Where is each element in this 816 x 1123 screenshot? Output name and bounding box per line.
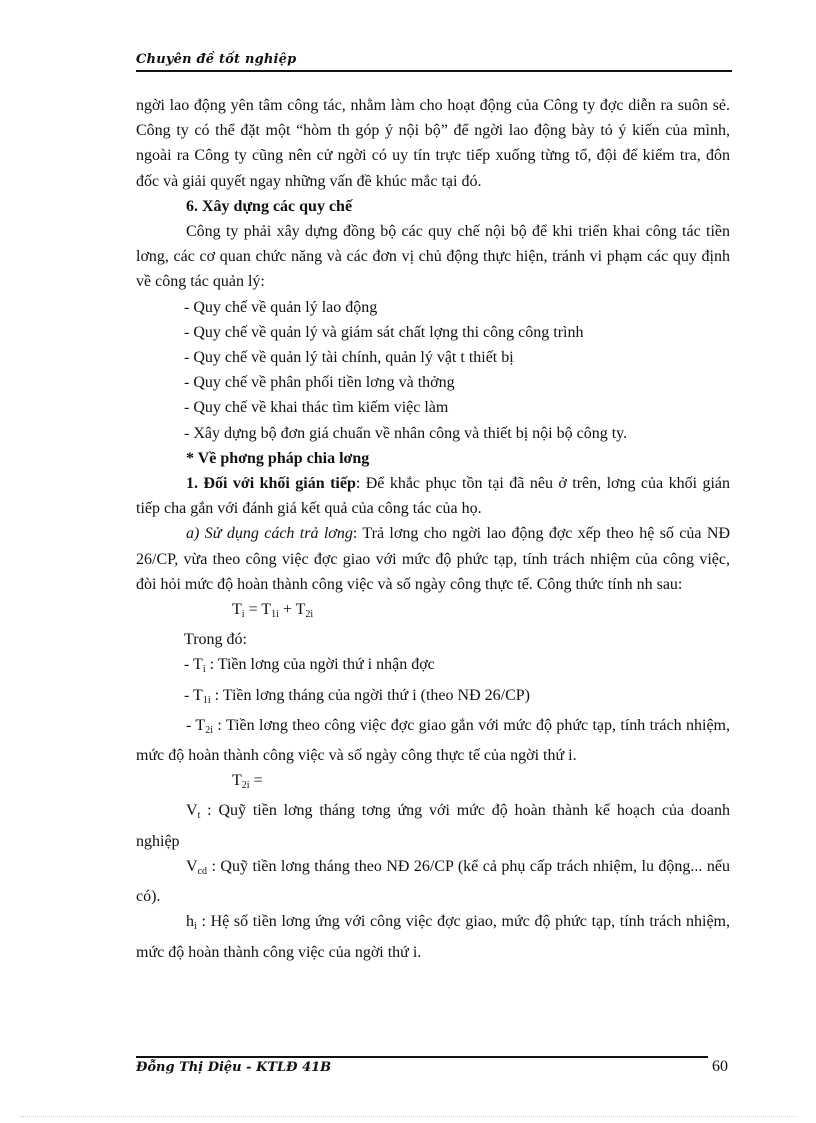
definition-text: : Hệ số tiền lơng ứng với công việc đợc giao, mức độ phức tạp, tính trách nhiệm, mức độ hoàn thành công việc của ngời thứ i.: [136, 913, 730, 961]
list-item: - Xây dựng bộ đơn giá chuẩn về nhân công và thiết bị nội bộ công ty.: [184, 424, 628, 442]
list-item: - Quy chế về phân phối tiền lơng và thởng: [184, 374, 455, 392]
formula-symbol: = T: [244, 601, 272, 619]
formula-subscript: i: [202, 664, 206, 676]
definition-text: : Quỹ tiền lơng tháng tơng ứng với mức độ hoàn thành kế hoạch của doanh nghiệp: [136, 802, 730, 850]
formula-symbol: T: [232, 601, 242, 619]
paragraph: [136, 471, 730, 521]
page-bottom-divider: [20, 1116, 796, 1117]
list-item: - Quy chế về quản lý lao động: [184, 298, 378, 316]
definition-text: : Tiền lơng tháng của ngời thứ i (theo NĐ 26/CP): [210, 686, 530, 704]
footer-author: Đỗng Thị Diệu - KTLĐ 41B: [136, 1060, 332, 1075]
definition-item: [136, 683, 730, 713]
paragraph: ngời lao động yên tâm công tác, nhằm làm cho hoạt động của Công ty đợc diễn ra suôn sẻ. Công ty có thể đặt một “hòm th góp ý nội bộ” để ngời lao động bày tỏ ý kiến của mình, ngoài ra Công ty cũng nên cử ngời có uy tín trực tiếp xuống từng tổ, đội để kiểm tra, đôn đốc và giải quyết ngay những vấn đề khúc mắc tại đó.: [136, 97, 730, 190]
paragraph-text: : Trả lơng cho ngời lao động đợc xếp theo hệ số của NĐ 26/CP, vừa theo công việc đợc giao với mức độ phức tạp, tính trách nhiệm của công việc, đòi hỏi mức độ hoàn thành công việc và số ngày công thực tế. Công thức tính nh sau:: [136, 525, 731, 593]
body-text: [136, 93, 730, 965]
formula-subscript: 2i: [305, 609, 314, 621]
formula-symbol: V: [186, 857, 198, 875]
list-item: - Quy chế về khai thác tìm kiếm việc làm: [184, 399, 449, 417]
definition-item: [136, 854, 730, 909]
paragraph-text: : Để khắc phục tồn tại đã nêu ở trên, lơng của khối gián tiếp cha gắn với đánh giá kết quả của công tác của họ.: [136, 475, 730, 518]
formula: [136, 768, 730, 798]
definition-item: [136, 713, 730, 768]
formula-subscript: t: [197, 810, 201, 822]
list-item: - Quy chế về quản lý tài chính, quản lý vật t thiết bị: [184, 349, 514, 367]
page-number: 60: [712, 1058, 728, 1075]
definition-item: [136, 652, 730, 682]
formula-subscript: i: [194, 921, 197, 933]
formula-subscript: 1i: [202, 694, 211, 706]
formula-symbol: - T: [184, 686, 203, 704]
definition-item: [136, 909, 730, 964]
definition-item: [136, 798, 730, 853]
subsection-heading: 1. Đối với khối gián tiếp: [186, 475, 356, 493]
formula-symbol: T: [232, 772, 242, 790]
formula-subscript: 2i: [205, 724, 213, 736]
formula-symbol: + T: [278, 601, 306, 619]
formula-subscript: 2i: [241, 780, 250, 792]
definition-text: : Tiền lơng của ngời thứ i nhận đợc: [205, 656, 435, 674]
formula-symbol: =: [249, 772, 263, 790]
formula-subscript: i: [241, 609, 245, 621]
definition-text: : Tiền lơng theo công việc đợc giao gắn với mức độ phức tạp, tính trách nhiệm, mức độ hoàn thành công việc và số ngày công thực tế của ngời thứ i.: [136, 716, 731, 765]
subsection-heading: a) Sử dụng cách trả lơng: [186, 525, 353, 543]
formula-subscript: cd: [197, 865, 208, 877]
footer-rule: [136, 1056, 708, 1058]
list-item: - Quy chế về quản lý và giám sát chất lợng thi công công trình: [184, 323, 584, 341]
section-heading: * Về phơng pháp chia lơng: [186, 449, 370, 467]
header-title: Chuyên đề tốt nghiệp: [136, 52, 297, 67]
formula-subscript: 1i: [271, 609, 279, 621]
formula: [136, 597, 730, 627]
formula-symbol: - T: [184, 656, 203, 674]
formula-symbol: h: [186, 913, 194, 931]
section-heading: 6. Xây dựng các quy chế: [186, 197, 353, 215]
paragraph: [136, 521, 730, 597]
formula-symbol: V: [186, 802, 198, 820]
page-header: [136, 50, 732, 72]
formula-symbol: - T: [186, 716, 206, 734]
paragraph: Trong đó:: [184, 631, 247, 649]
definition-text: : Quỹ tiền lơng tháng theo NĐ 26/CP (kể cả phụ cấp trách nhiệm, lu động... nếu có).: [136, 857, 730, 906]
paragraph: Công ty phải xây dựng đồng bộ các quy chế nội bộ để khi triển khai công tác tiền lơng, các cơ quan chức năng và các đơn vị chủ động thực hiện, tránh vi phạm các quy định về công tác quản lý:: [136, 223, 730, 291]
